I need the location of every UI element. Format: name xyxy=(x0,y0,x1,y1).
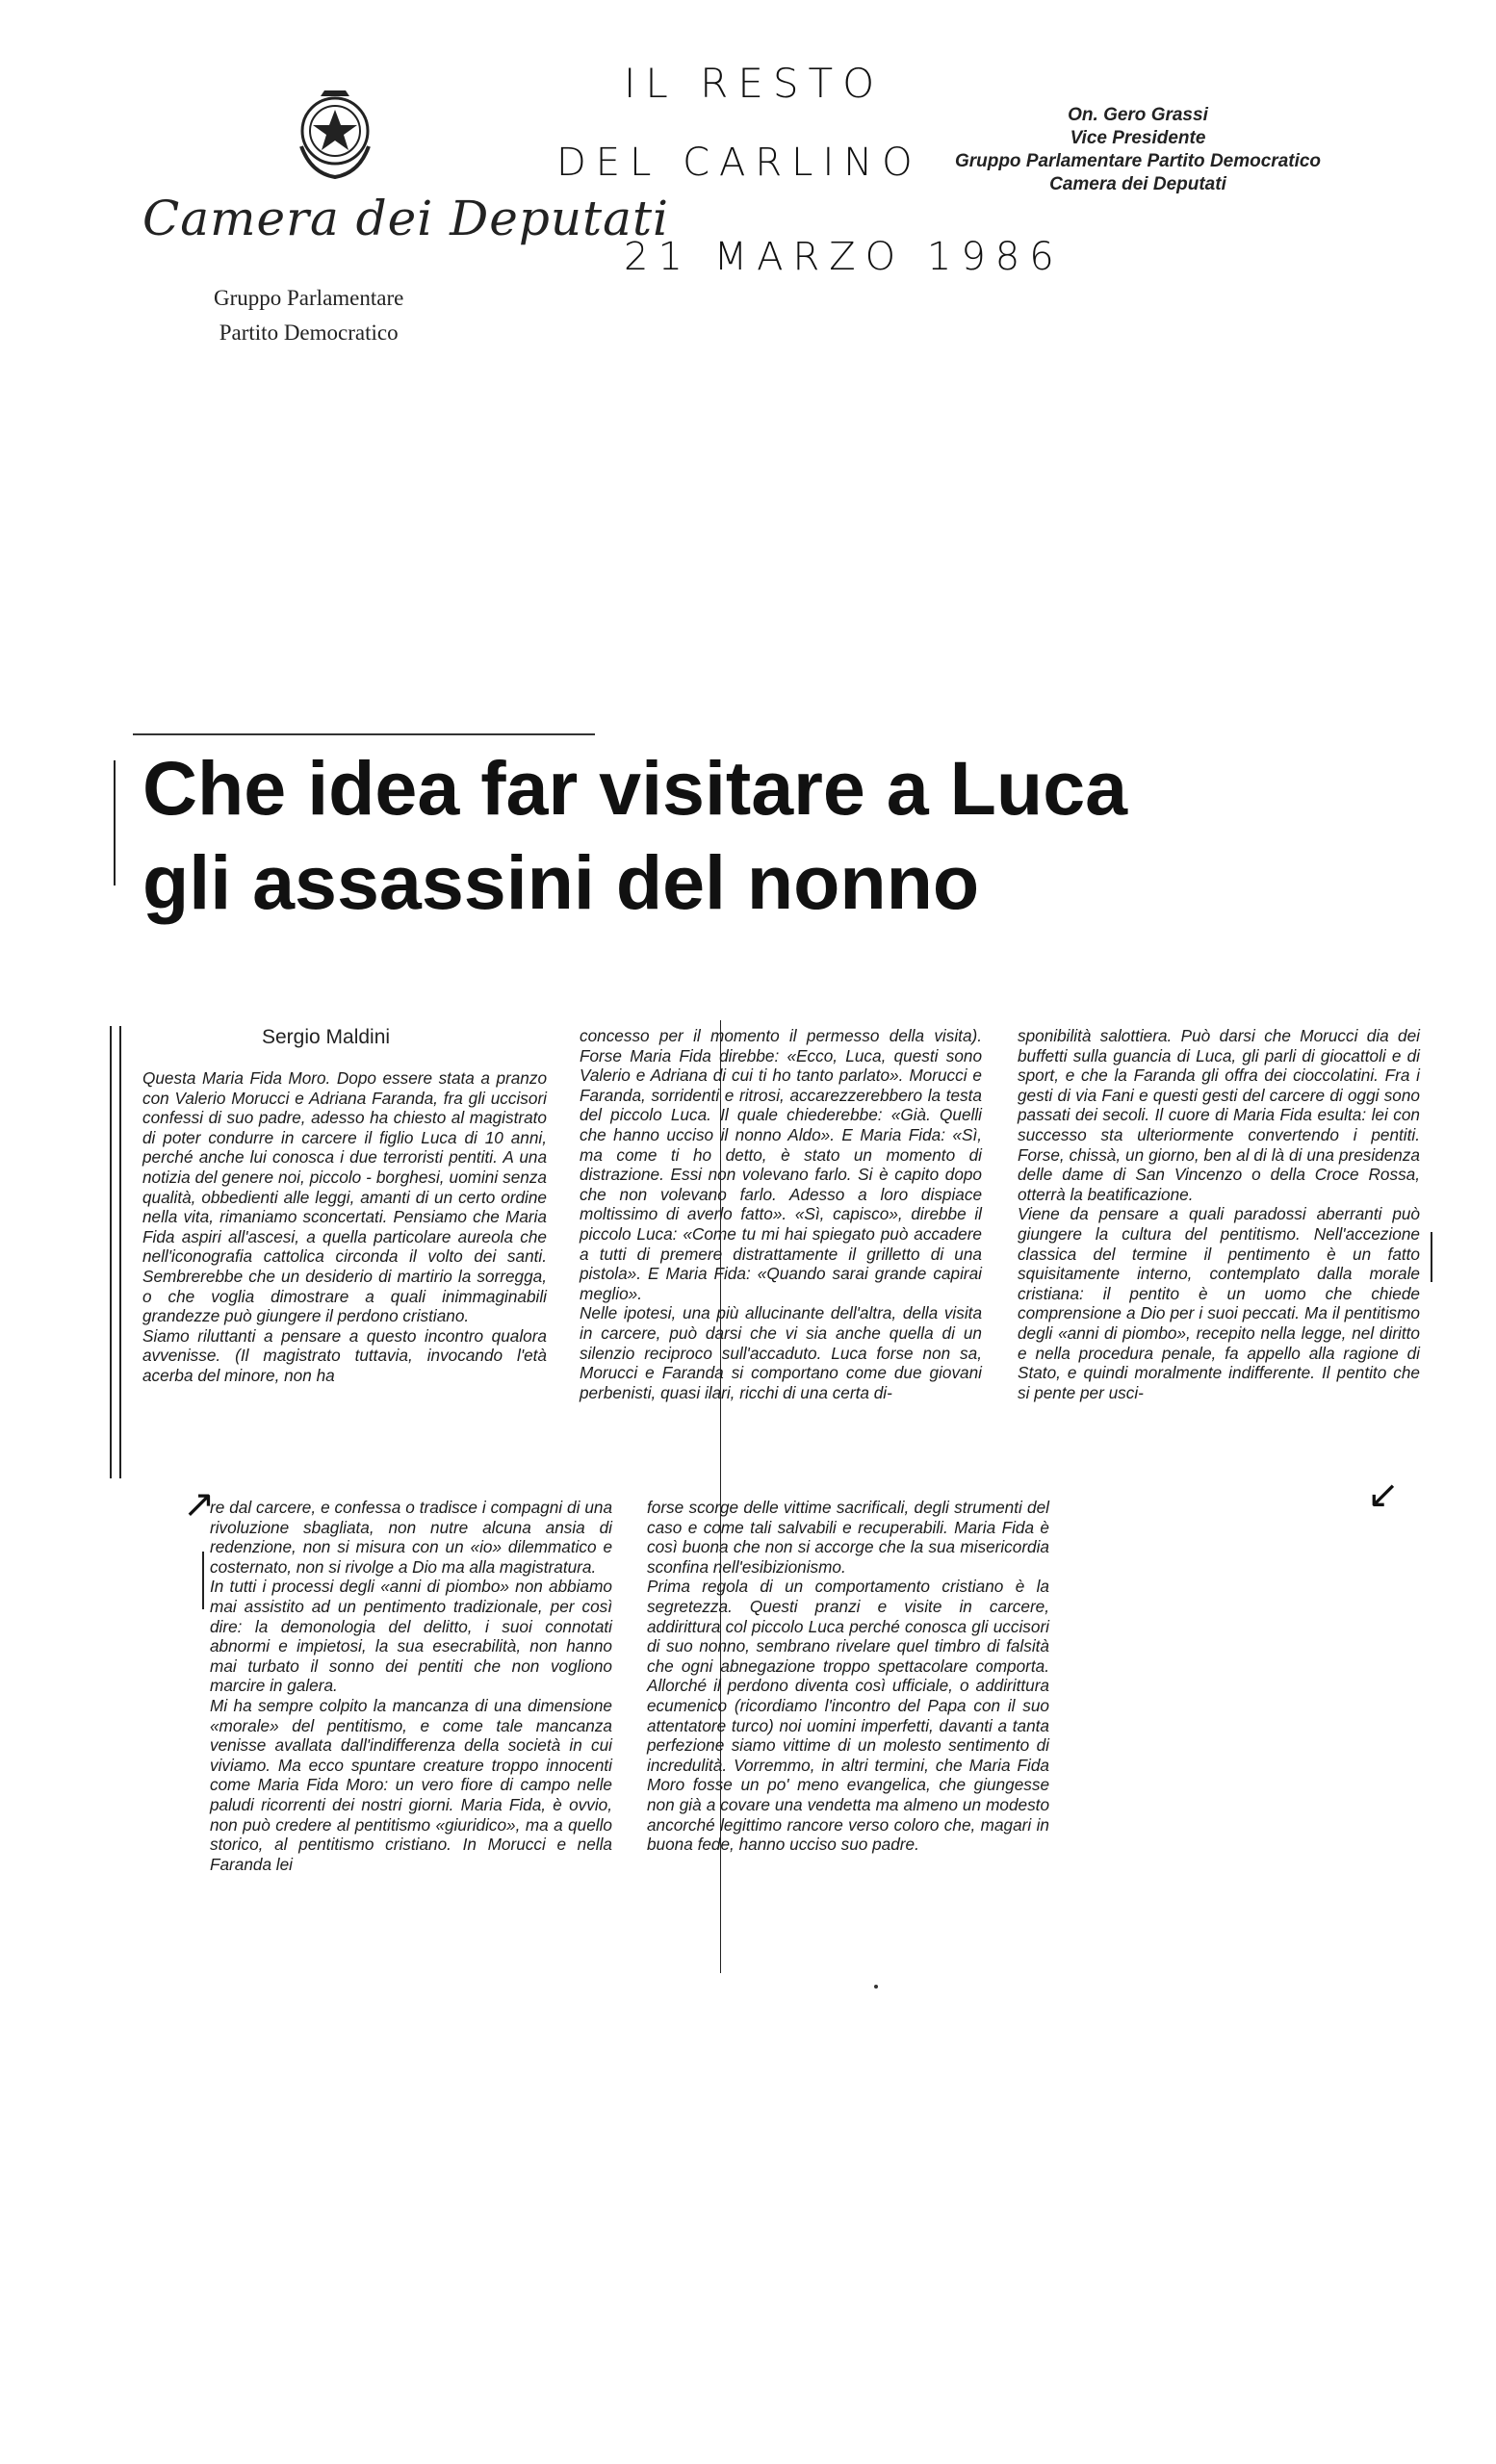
sig-name: On. Gero Grassi xyxy=(1068,105,1208,125)
group-heading xyxy=(214,281,403,350)
paragraph: forse scorge delle vittime sacrificali, degli strumenti del caso e come tali salvabili e recuperabili. Maria Fida è così buona che non si accorge che la sua misericordia sconfina nell'esibizionismo. xyxy=(647,1498,1049,1577)
paragraph: Mi ha sempre colpito la mancanza di una dimensione «morale» del pentitismo, e come tale mancanza venisse avallata dall'indifferenza della società in cui viviamo. Ma ecco spuntare creature troppo innocenti come Maria Fida Moro: un vero fiore di campo nelle paludi ricorrenti dei nostri giorni. Maria Fida, è ovvio, non può credere al pentitismo «giuridico», ma a quello storico, al pentitismo cristiano. In Morucci e nella Faranda lei xyxy=(210,1695,612,1874)
continuation-arrow-icon: ↙ xyxy=(1367,1474,1400,1516)
group-line-2: Partito Democratico xyxy=(219,321,399,345)
continuation-arrow-icon: ↗ xyxy=(183,1483,216,1526)
column-margin-bar xyxy=(110,1026,112,1478)
paragraph: Questa Maria Fida Moro. Dopo essere stata a pranzo con Valerio Morucci e Adriana Faranda, fra gli uccisori confessi di suo padre, adesso ha chiesto al magistrato di poter condurre in carcere il figlio Luca di 10 anni, perché anche lui conosca i due terroristi pentiti. A una notizia del genere noi, piccolo - borghesi, uomini senza qualità, obbedienti alle leggi, amanti di un certo ordine nella vita, rimaniamo sconcertati. Pensiamo che Maria Fida aspiri all'ascesi, a quella particolare aureola che nell'iconografia cattolica circonda il volto dei santi. Sembrerebbe che un desiderio di martirio la sorregga, o che voglia dimostrare a quali inimmaginabili grandezze può giungere il perdono cristiano. xyxy=(142,1068,547,1326)
headline-line-2: gli assassini del nonno xyxy=(142,839,980,925)
handwritten-newspaper-2: DEL CARLINO xyxy=(556,141,922,185)
headline-margin-bar xyxy=(114,760,116,886)
paragraph: sponibilità salottiera. Può darsi che Morucci dia dei buffetti sulla guancia di Luca, gli parli di giocattoli e di sport, e che la Faranda gli offra dei cioccolatini. Fra i gesti di via Fani e questi gesti del carcere di oggi sono passati dei secoli. Il cuore di Maria Fida esulta: lei con successo sta ulteriormente convertendo i pentiti. Forse, chissà, un giorno, ben al di là di una presidenza delle dame di San Vincenzo o della Croce Rossa, otterrà la beatificazione. xyxy=(1018,1026,1420,1204)
signature-block xyxy=(926,104,1350,196)
paragraph: Nelle ipotesi, una più allucinante dell'altra, della visita in carcere, può darsi che vi sia anche quella di un silenzio reciproco sull'accaduto. Luca forse non sa, Morucci e Faranda si comportano come due giovani perbenisti, quasi ilari, ricchi di una certa di- xyxy=(580,1303,982,1402)
headline-line-1: Che idea far visitare a Luca xyxy=(142,745,1128,831)
article-column-3 xyxy=(1018,1026,1420,1402)
paragraph: Prima regola di un comportamento cristiano è la segretezza. Questi pranzi e visite in carcere, addirittura col piccolo Luca perché conosca gli uccisori di suo nonno, sembrano rivelare quel timbro di falsità che ogni abnegazione troppo spettacolare comporta. Allorché il perdono diventa così ufficiale, o addirittura ecumenico (ricordiamo l'incontro del Papa con il suo attentatore turco) noi uomini imperfetti, davanti a tanta perfezione siamo vittime di un molesto sentimento di incredulità. Vorremmo, in altri termini, che Maria Fida Moro fosse un po' meno evangelica, che giungesse non già a covare una vendetta ma almeno un modesto ancorché legittimo rancore verso coloro che, magari in buona fede, hanno ucciso suo padre. xyxy=(647,1577,1049,1855)
article-column-4 xyxy=(210,1498,612,1874)
paragraph: concesso per il momento il permesso della visita). Forse Maria Fida direbbe: «Ecco, Luca, questi sono Valerio e Adriana di cui ti ho tanto parlato». Morucci e Faranda, sorridenti e ritrosi, accarezzerebbero la testa del piccolo Luca. Il quale chiederebbe: «Già. Quelli che hanno ucciso il nonno Aldo». E Maria Fida: «Sì, ma come ti ho detto, è stato un momento di distrazione. Essi non volevano farlo. Si è capito dopo che non volevano farlo. Adesso a loro dispiace moltissimo di averlo fatto». «Sì, capisco», direbbe il piccolo Luca: «Come tu mi hai spiegato può accadere a tutti di premere distrattamente il grilletto di una pistola». E Maria Fida: «Quando sarai grande capirai meglio». xyxy=(580,1026,982,1303)
article-headline xyxy=(142,741,1355,930)
group-line-1: Gruppo Parlamentare xyxy=(214,286,404,310)
margin-bar-lower xyxy=(202,1552,204,1609)
scan-speck xyxy=(874,1985,878,1989)
article-column-1 xyxy=(142,1068,547,1386)
republic-emblem-icon xyxy=(292,89,378,181)
column-margin-bar-2 xyxy=(119,1026,121,1478)
headline-rule xyxy=(133,733,595,735)
handwritten-newspaper-1: IL RESTO xyxy=(624,60,885,107)
article-column-5 xyxy=(647,1498,1049,1855)
camera-dei-deputati-logo: Camera dei Deputati xyxy=(142,191,670,246)
paragraph: Viene da pensare a quali paradossi aberranti può giungere la cultura del pentitismo. Nell'accezione classica del termine il pentimento è un fatto squisitamente interno, contemplato dalla morale cristiana: il pentito è un uomo che chiede comprensione a Dio per i suoi peccati. Ma il pentitismo degli «anni di piombo», recepito nella legge, nel diritto e nella procedura penale, fa appello alla ragione di Stato, e quindi moralmente indifferente. Il pentito che si pente per usci- xyxy=(1018,1204,1420,1402)
margin-bar-right xyxy=(1431,1232,1432,1282)
paragraph: re dal carcere, e confessa o tradisce i compagni di una rivoluzione sbagliata, non nutre alcuna ansia di redenzione, non si misura con un «io» dilemmatico e costernato, non si rivolge a Dio ma alla magistratura. xyxy=(210,1498,612,1577)
byline: Sergio Maldini xyxy=(262,1026,391,1048)
paragraph: Siamo riluttanti a pensare a questo incontro qualora avvenisse. (Il magistrato tuttavia, invocando l'età acerba del minore, non ha xyxy=(142,1325,547,1385)
handwritten-date: 21 MARZO 1986 xyxy=(624,235,1064,279)
article-column-2 xyxy=(580,1026,982,1402)
sig-group: Gruppo Parlamentare Partito Democratico xyxy=(954,151,1322,171)
sig-role: Vice Presidente xyxy=(1070,128,1206,148)
sig-chamber: Camera dei Deputati xyxy=(1049,174,1226,194)
paragraph: In tutti i processi degli «anni di piombo» non abbiamo mai assistito ad un pentimento tradizionale, per così dire: la demonologia del delitto, i suoi connotati abnormi e impietosi, la sua esecrabilità, non hanno mai turbato il sonno dei pentiti che non vogliono marcire in galera. xyxy=(210,1577,612,1696)
